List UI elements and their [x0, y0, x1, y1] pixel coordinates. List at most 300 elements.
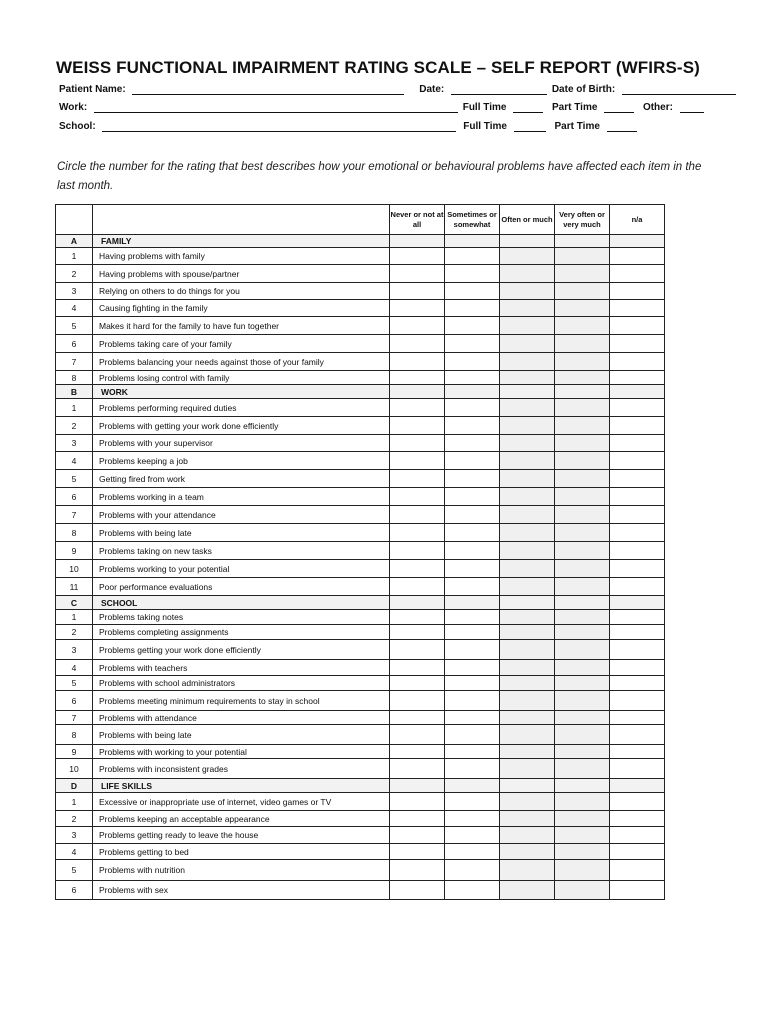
- item-number: 5: [56, 470, 93, 488]
- section-letter: B: [56, 385, 93, 399]
- rating-cell[interactable]: [555, 283, 610, 300]
- rating-cell[interactable]: [610, 452, 665, 470]
- item-number: 9: [56, 542, 93, 560]
- date-label: Date:: [419, 84, 445, 95]
- rating-cell[interactable]: [445, 625, 500, 640]
- rating-cell[interactable]: [390, 640, 445, 660]
- rating-cell[interactable]: [555, 745, 610, 759]
- rating-cell[interactable]: [555, 560, 610, 578]
- item-number: 9: [56, 745, 93, 759]
- rating-cell[interactable]: [610, 248, 665, 265]
- item-label: Having problems with family: [93, 248, 390, 265]
- rating-cell[interactable]: [500, 881, 555, 900]
- item-label: Problems with inconsistent grades: [93, 759, 390, 779]
- item-number: 3: [56, 640, 93, 660]
- rating-cell[interactable]: [445, 399, 500, 417]
- rating-cell[interactable]: [555, 524, 610, 542]
- work-full-time-label: Full Time: [462, 102, 507, 113]
- rating-cell[interactable]: [500, 578, 555, 596]
- work-info-row: [59, 102, 704, 113]
- rating-cell[interactable]: [500, 488, 555, 506]
- section-empty-cell: [500, 235, 555, 248]
- rating-cell[interactable]: [555, 676, 610, 691]
- item-number: 6: [56, 488, 93, 506]
- rating-column-header: Often or much: [500, 205, 555, 235]
- table-row: [56, 506, 665, 524]
- rating-cell[interactable]: [500, 860, 555, 881]
- work-other-label: Other:: [642, 102, 673, 113]
- rating-column-header: Sometimes or somewhat: [445, 205, 500, 235]
- rating-cell[interactable]: [610, 676, 665, 691]
- rating-cell[interactable]: [445, 542, 500, 560]
- item-number: 2: [56, 417, 93, 435]
- item-label: Makes it hard for the family to have fun together: [93, 317, 390, 335]
- work-part-time-label: Part Time: [552, 102, 598, 113]
- rating-cell[interactable]: [445, 745, 500, 759]
- rating-cell[interactable]: [555, 844, 610, 860]
- rating-cell[interactable]: [500, 524, 555, 542]
- rating-cell[interactable]: [390, 524, 445, 542]
- table-row: [56, 660, 665, 676]
- item-label: Problems with sex: [93, 881, 390, 900]
- rating-cell[interactable]: [500, 759, 555, 779]
- rating-cell[interactable]: [500, 399, 555, 417]
- section-empty-cell: [445, 596, 500, 610]
- rating-cell[interactable]: [500, 827, 555, 844]
- rating-cell[interactable]: [610, 265, 665, 283]
- table-row: [56, 711, 665, 725]
- rating-cell[interactable]: [500, 417, 555, 435]
- section-empty-cell: [390, 779, 445, 793]
- work-other-field[interactable]: [680, 102, 704, 113]
- rating-cell[interactable]: [500, 335, 555, 353]
- rating-cell[interactable]: [610, 283, 665, 300]
- date-field[interactable]: [451, 84, 547, 95]
- table-row: [56, 371, 665, 385]
- rating-cell[interactable]: [390, 745, 445, 759]
- rating-cell[interactable]: [445, 759, 500, 779]
- rating-cell[interactable]: [555, 759, 610, 779]
- rating-cell[interactable]: [500, 725, 555, 745]
- item-label: Problems with getting your work done efficiently: [93, 417, 390, 435]
- rating-cell[interactable]: [390, 265, 445, 283]
- rating-cell[interactable]: [445, 725, 500, 745]
- rating-cell[interactable]: [390, 417, 445, 435]
- section-empty-cell: [390, 596, 445, 610]
- rating-cell[interactable]: [500, 317, 555, 335]
- section-name: FAMILY: [93, 235, 390, 248]
- rating-cell[interactable]: [500, 625, 555, 640]
- rating-cell[interactable]: [555, 353, 610, 371]
- section-name: WORK: [93, 385, 390, 399]
- rating-cell[interactable]: [610, 417, 665, 435]
- table-row: [56, 676, 665, 691]
- table-row: [56, 610, 665, 625]
- school-full-time-label: Full Time: [463, 121, 507, 132]
- section-empty-cell: [500, 779, 555, 793]
- item-label: Problems with working to your potential: [93, 745, 390, 759]
- rating-cell[interactable]: [445, 283, 500, 300]
- rating-cell[interactable]: [610, 725, 665, 745]
- rating-cell[interactable]: [500, 844, 555, 860]
- rating-cell[interactable]: [500, 745, 555, 759]
- item-number: 4: [56, 300, 93, 317]
- rating-cell[interactable]: [390, 676, 445, 691]
- rating-cell[interactable]: [555, 711, 610, 725]
- section-letter: D: [56, 779, 93, 793]
- rating-cell[interactable]: [555, 470, 610, 488]
- rating-cell[interactable]: [390, 470, 445, 488]
- table-row: [56, 881, 665, 900]
- rating-cell[interactable]: [610, 745, 665, 759]
- rating-cell[interactable]: [445, 691, 500, 711]
- section-empty-cell: [500, 596, 555, 610]
- rating-cell[interactable]: [610, 881, 665, 900]
- rating-cell[interactable]: [500, 691, 555, 711]
- rating-cell[interactable]: [390, 625, 445, 640]
- rating-cell[interactable]: [500, 610, 555, 625]
- item-number: 5: [56, 860, 93, 881]
- rating-cell[interactable]: [555, 265, 610, 283]
- school-part-time-field[interactable]: [607, 121, 637, 132]
- item-label: Problems with attendance: [93, 711, 390, 725]
- item-label: Getting fired from work: [93, 470, 390, 488]
- rating-cell[interactable]: [500, 353, 555, 371]
- table-row: [56, 793, 665, 811]
- rating-cell[interactable]: [390, 488, 445, 506]
- patient-name-label: Patient Name:: [59, 84, 126, 95]
- rating-cell[interactable]: [445, 827, 500, 844]
- item-number: 1: [56, 399, 93, 417]
- table-row: [56, 452, 665, 470]
- item-label: Problems with being late: [93, 524, 390, 542]
- rating-cell[interactable]: [555, 827, 610, 844]
- rating-cell[interactable]: [500, 283, 555, 300]
- rating-cell[interactable]: [555, 542, 610, 560]
- rating-cell[interactable]: [500, 371, 555, 385]
- rating-cell[interactable]: [390, 300, 445, 317]
- section-empty-cell: [555, 385, 610, 399]
- item-number: 1: [56, 610, 93, 625]
- rating-cell[interactable]: [500, 660, 555, 676]
- table-row: [56, 524, 665, 542]
- rating-cell[interactable]: [390, 711, 445, 725]
- rating-cell[interactable]: [390, 660, 445, 676]
- rating-cell[interactable]: [445, 353, 500, 371]
- item-label: Problems with your attendance: [93, 506, 390, 524]
- header-blank-item: [93, 205, 390, 235]
- rating-cell[interactable]: [500, 265, 555, 283]
- rating-cell[interactable]: [555, 660, 610, 676]
- item-label: Problems getting to bed: [93, 844, 390, 860]
- rating-cell[interactable]: [390, 283, 445, 300]
- patient-info-row: [59, 84, 736, 95]
- rating-cell[interactable]: [610, 435, 665, 452]
- item-number: 10: [56, 560, 93, 578]
- rating-cell[interactable]: [610, 578, 665, 596]
- section-letter: A: [56, 235, 93, 248]
- rating-cell[interactable]: [555, 881, 610, 900]
- rating-cell[interactable]: [555, 335, 610, 353]
- rating-cell[interactable]: [555, 399, 610, 417]
- item-label: Problems getting ready to leave the house: [93, 827, 390, 844]
- rating-cell[interactable]: [390, 691, 445, 711]
- rating-cell[interactable]: [445, 488, 500, 506]
- rating-cell[interactable]: [500, 676, 555, 691]
- rating-cell[interactable]: [610, 793, 665, 811]
- school-full-time-field[interactable]: [514, 121, 546, 132]
- table-row: [56, 435, 665, 452]
- school-field[interactable]: [102, 121, 456, 132]
- rating-cell[interactable]: [390, 827, 445, 844]
- section-empty-cell: [445, 385, 500, 399]
- item-number: 1: [56, 793, 93, 811]
- work-full-time-field[interactable]: [513, 102, 543, 113]
- rating-cell[interactable]: [500, 300, 555, 317]
- rating-cell[interactable]: [445, 660, 500, 676]
- rating-cell[interactable]: [610, 844, 665, 860]
- rating-cell[interactable]: [555, 452, 610, 470]
- item-label: Problems with school administrators: [93, 676, 390, 691]
- rating-cell[interactable]: [445, 452, 500, 470]
- rating-cell[interactable]: [390, 371, 445, 385]
- rating-cell[interactable]: [555, 435, 610, 452]
- work-field[interactable]: [94, 102, 458, 113]
- table-row: [56, 399, 665, 417]
- rating-cell[interactable]: [555, 811, 610, 827]
- rating-cell[interactable]: [390, 610, 445, 625]
- rating-cell[interactable]: [555, 506, 610, 524]
- item-number: 11: [56, 578, 93, 596]
- header-blank-number: [56, 205, 93, 235]
- rating-cell[interactable]: [610, 353, 665, 371]
- item-number: 6: [56, 335, 93, 353]
- section-row-school: [56, 596, 665, 610]
- rating-cell[interactable]: [610, 625, 665, 640]
- rating-cell[interactable]: [555, 578, 610, 596]
- rating-cell[interactable]: [610, 827, 665, 844]
- table-row: [56, 560, 665, 578]
- school-label: School:: [59, 121, 96, 132]
- rating-cell[interactable]: [555, 610, 610, 625]
- rating-cell[interactable]: [555, 725, 610, 745]
- rating-cell[interactable]: [445, 844, 500, 860]
- rating-cell[interactable]: [445, 470, 500, 488]
- rating-cell[interactable]: [445, 524, 500, 542]
- section-empty-cell: [390, 385, 445, 399]
- item-label: Problems getting your work done efficiently: [93, 640, 390, 660]
- rating-cell[interactable]: [500, 506, 555, 524]
- rating-cell[interactable]: [610, 711, 665, 725]
- rating-cell[interactable]: [390, 435, 445, 452]
- rating-cell[interactable]: [445, 265, 500, 283]
- rating-cell[interactable]: [610, 317, 665, 335]
- rating-cell[interactable]: [555, 417, 610, 435]
- rating-cell[interactable]: [445, 560, 500, 578]
- item-number: 2: [56, 811, 93, 827]
- section-name: LIFE SKILLS: [93, 779, 390, 793]
- item-label: Problems with nutrition: [93, 860, 390, 881]
- rating-column-header: n/a: [610, 205, 665, 235]
- section-empty-cell: [555, 596, 610, 610]
- work-label: Work:: [59, 102, 88, 113]
- rating-cell[interactable]: [555, 625, 610, 640]
- rating-cell[interactable]: [445, 371, 500, 385]
- item-label: Problems taking care of your family: [93, 335, 390, 353]
- rating-cell[interactable]: [500, 560, 555, 578]
- rating-cell[interactable]: [445, 610, 500, 625]
- rating-cell[interactable]: [445, 578, 500, 596]
- rating-cell[interactable]: [555, 248, 610, 265]
- rating-cell[interactable]: [500, 640, 555, 660]
- rating-cell[interactable]: [445, 435, 500, 452]
- table-row: [56, 542, 665, 560]
- rating-cell[interactable]: [610, 470, 665, 488]
- rating-cell[interactable]: [610, 860, 665, 881]
- rating-cell[interactable]: [555, 300, 610, 317]
- rating-cell[interactable]: [445, 640, 500, 660]
- date-of-birth-field[interactable]: [622, 84, 736, 95]
- rating-cell[interactable]: [500, 248, 555, 265]
- rating-cell[interactable]: [610, 524, 665, 542]
- rating-cell[interactable]: [445, 335, 500, 353]
- table-row: [56, 811, 665, 827]
- rating-cell[interactable]: [610, 560, 665, 578]
- rating-cell[interactable]: [390, 560, 445, 578]
- rating-cell[interactable]: [390, 759, 445, 779]
- item-label: Problems performing required duties: [93, 399, 390, 417]
- rating-cell[interactable]: [445, 881, 500, 900]
- item-number: 7: [56, 353, 93, 371]
- section-empty-cell: [555, 779, 610, 793]
- rating-cell[interactable]: [500, 711, 555, 725]
- rating-cell[interactable]: [390, 725, 445, 745]
- item-label: Problems with your supervisor: [93, 435, 390, 452]
- work-part-time-field[interactable]: [604, 102, 634, 113]
- rating-cell[interactable]: [610, 610, 665, 625]
- item-number: 3: [56, 435, 93, 452]
- rating-cell[interactable]: [610, 506, 665, 524]
- item-number: 1: [56, 248, 93, 265]
- item-number: 4: [56, 452, 93, 470]
- rating-cell[interactable]: [390, 248, 445, 265]
- table-row: [56, 265, 665, 283]
- rating-cell[interactable]: [555, 371, 610, 385]
- rating-cell[interactable]: [610, 488, 665, 506]
- section-name: SCHOOL: [93, 596, 390, 610]
- rating-cell[interactable]: [390, 860, 445, 881]
- rating-table: [55, 204, 665, 900]
- item-number: 2: [56, 265, 93, 283]
- item-number: 3: [56, 827, 93, 844]
- rating-cell[interactable]: [445, 793, 500, 811]
- rating-cell[interactable]: [445, 248, 500, 265]
- rating-cell[interactable]: [390, 844, 445, 860]
- table-row: [56, 827, 665, 844]
- item-number: 4: [56, 844, 93, 860]
- rating-cell[interactable]: [555, 317, 610, 335]
- rating-cell[interactable]: [390, 353, 445, 371]
- rating-cell[interactable]: [390, 452, 445, 470]
- rating-cell[interactable]: [500, 793, 555, 811]
- section-letter: C: [56, 596, 93, 610]
- section-empty-cell: [390, 235, 445, 248]
- rating-cell[interactable]: [390, 811, 445, 827]
- rating-cell[interactable]: [390, 542, 445, 560]
- rating-cell[interactable]: [610, 300, 665, 317]
- rating-cell[interactable]: [555, 488, 610, 506]
- rating-cell[interactable]: [610, 660, 665, 676]
- rating-cell[interactable]: [610, 640, 665, 660]
- rating-cell[interactable]: [445, 417, 500, 435]
- rating-cell[interactable]: [610, 399, 665, 417]
- rating-cell[interactable]: [555, 793, 610, 811]
- rating-cell[interactable]: [390, 335, 445, 353]
- rating-cell[interactable]: [500, 542, 555, 560]
- table-row: [56, 248, 665, 265]
- item-number: 6: [56, 691, 93, 711]
- rating-cell[interactable]: [445, 676, 500, 691]
- section-row-life-skills: [56, 779, 665, 793]
- rating-cell[interactable]: [445, 506, 500, 524]
- rating-cell[interactable]: [390, 506, 445, 524]
- item-label: Having problems with spouse/partner: [93, 265, 390, 283]
- table-row: [56, 470, 665, 488]
- rating-cell[interactable]: [500, 470, 555, 488]
- rating-cell[interactable]: [390, 399, 445, 417]
- rating-cell[interactable]: [610, 759, 665, 779]
- item-label: Problems working in a team: [93, 488, 390, 506]
- date-of-birth-label: Date of Birth:: [551, 84, 616, 95]
- rating-cell[interactable]: [555, 691, 610, 711]
- rating-cell[interactable]: [390, 793, 445, 811]
- table-row: [56, 640, 665, 660]
- rating-cell[interactable]: [500, 452, 555, 470]
- rating-cell[interactable]: [445, 811, 500, 827]
- table-row: [56, 417, 665, 435]
- rating-cell[interactable]: [445, 317, 500, 335]
- item-label: Problems with being late: [93, 725, 390, 745]
- item-label: Poor performance evaluations: [93, 578, 390, 596]
- item-number: 10: [56, 759, 93, 779]
- form-title: WEISS FUNCTIONAL IMPAIRMENT RATING SCALE – SELF REPORT (WFIRS-S): [56, 58, 700, 77]
- rating-cell[interactable]: [445, 300, 500, 317]
- table-row: [56, 300, 665, 317]
- rating-cell[interactable]: [555, 640, 610, 660]
- rating-cell[interactable]: [445, 711, 500, 725]
- rating-cell[interactable]: [610, 371, 665, 385]
- rating-cell[interactable]: [445, 860, 500, 881]
- rating-cell[interactable]: [610, 691, 665, 711]
- rating-cell[interactable]: [390, 578, 445, 596]
- section-empty-cell: [610, 385, 665, 399]
- item-number: 2: [56, 625, 93, 640]
- rating-cell[interactable]: [390, 317, 445, 335]
- item-label: Excessive or inappropriate use of internet, video games or TV: [93, 793, 390, 811]
- rating-cell[interactable]: [500, 435, 555, 452]
- rating-cell[interactable]: [610, 335, 665, 353]
- rating-column-header: Very often or very much: [555, 205, 610, 235]
- rating-cell[interactable]: [610, 811, 665, 827]
- rating-cell[interactable]: [390, 881, 445, 900]
- section-empty-cell: [610, 596, 665, 610]
- rating-cell[interactable]: [555, 860, 610, 881]
- rating-cell[interactable]: [610, 542, 665, 560]
- item-number: 3: [56, 283, 93, 300]
- patient-name-field[interactable]: [132, 84, 404, 95]
- rating-cell[interactable]: [500, 811, 555, 827]
- table-row: [56, 860, 665, 881]
